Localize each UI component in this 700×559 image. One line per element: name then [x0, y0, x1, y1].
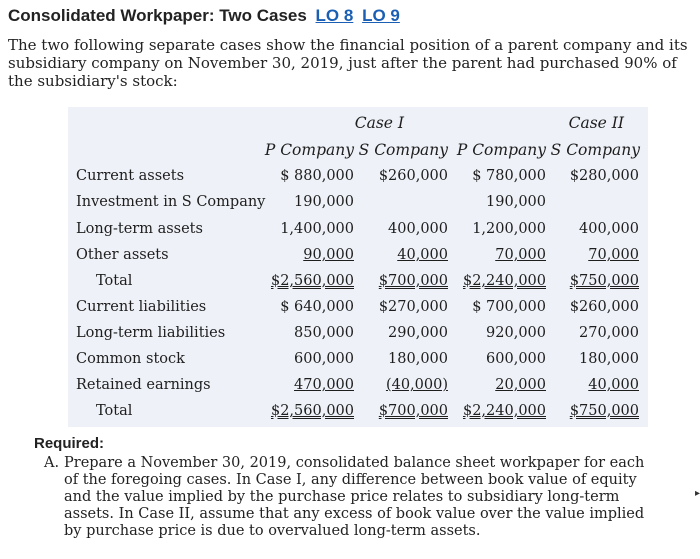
page-title: [8, 6, 400, 26]
cell: $ 700,000: [472, 299, 546, 315]
cell: 1,400,000: [280, 221, 354, 237]
cell: 270,000: [579, 325, 639, 341]
row-label-total-assets: Total: [96, 273, 133, 289]
scroll-right-icon[interactable]: ▸: [694, 488, 700, 499]
required-heading: Required:: [34, 435, 105, 452]
case2-p-company-header: P Company: [456, 141, 546, 159]
cell: $260,000: [569, 299, 639, 315]
requirement-a: [44, 455, 654, 540]
row-label-common-stock: Common stock: [76, 351, 185, 367]
requirement-text: Prepare a November 30, 2019, consolidated balance sheet workpaper for each of the foregoing cases. In Case I, any difference between book value of equity and the value implied by the purchase price relates to subsidiary long-term assets. In Case II, assume that any excess of book value over the value implied by purchase price is due to overvalued long-term assets.: [64, 455, 645, 539]
cell: 40,000: [588, 377, 639, 393]
cell: $260,000: [378, 168, 448, 184]
cell: $2,560,000: [270, 273, 354, 289]
cell: 70,000: [588, 247, 639, 263]
row-label-current-assets: Current assets: [76, 168, 185, 184]
cell: 40,000: [397, 247, 448, 263]
cell: $ 780,000: [472, 168, 546, 184]
cell: $2,240,000: [462, 273, 546, 289]
cell: 90,000: [303, 247, 354, 263]
row-label-retained-earnings: Retained earnings: [76, 377, 211, 393]
cell: $2,240,000: [462, 403, 546, 419]
cell: 190,000: [294, 194, 354, 210]
cell: (40,000): [385, 377, 448, 393]
row-label-investment: Investment in S Company: [76, 194, 266, 210]
row-label-current-liabilities: Current liabilities: [76, 299, 207, 315]
case-ii-header: Case II: [568, 114, 624, 132]
cell: 400,000: [579, 221, 639, 237]
cell: 600,000: [294, 351, 354, 367]
cell: 180,000: [579, 351, 639, 367]
intro-paragraph: The two following separate cases show the financial position of a parent company and its subsidiary company on November 30, 2019, just after the parent had purchased 90% of the subsidiary's stock:: [8, 36, 688, 90]
cell: $750,000: [569, 403, 639, 419]
cell: 1,200,000: [472, 221, 546, 237]
case1-p-company-header: P Company: [264, 141, 354, 159]
cell: $700,000: [378, 273, 448, 289]
cell: 70,000: [495, 247, 546, 263]
row-label-other-assets: Other assets: [76, 247, 169, 263]
case1-s-company-header: S Company: [358, 141, 448, 159]
requirement-label: A.: [44, 455, 60, 471]
cell: $ 880,000: [280, 168, 354, 184]
cell: 400,000: [388, 221, 448, 237]
lo-9-link[interactable]: LO 9: [362, 6, 400, 25]
cell: $2,560,000: [270, 403, 354, 419]
cell: 190,000: [486, 194, 546, 210]
cell: $280,000: [569, 168, 639, 184]
cell: 290,000: [388, 325, 448, 341]
cell: 470,000: [294, 377, 354, 393]
title-text: Consolidated Workpaper: Two Cases: [8, 6, 307, 25]
row-label-long-term-assets: Long-term assets: [76, 221, 203, 237]
case-i-header: Case I: [354, 114, 404, 132]
lo-8-link[interactable]: LO 8: [315, 6, 354, 25]
cell: 600,000: [486, 351, 546, 367]
cell: 20,000: [495, 377, 546, 393]
cell: 920,000: [486, 325, 546, 341]
cell: $ 640,000: [280, 299, 354, 315]
cell: $270,000: [378, 299, 448, 315]
row-label-long-term-liabilities: Long-term liabilities: [76, 325, 226, 341]
cell: 180,000: [388, 351, 448, 367]
cell: $750,000: [569, 273, 639, 289]
cell: $700,000: [378, 403, 448, 419]
row-label-total-liabilities-equity: Total: [96, 403, 133, 419]
case2-s-company-header: S Company: [550, 141, 640, 159]
cell: 850,000: [294, 325, 354, 341]
